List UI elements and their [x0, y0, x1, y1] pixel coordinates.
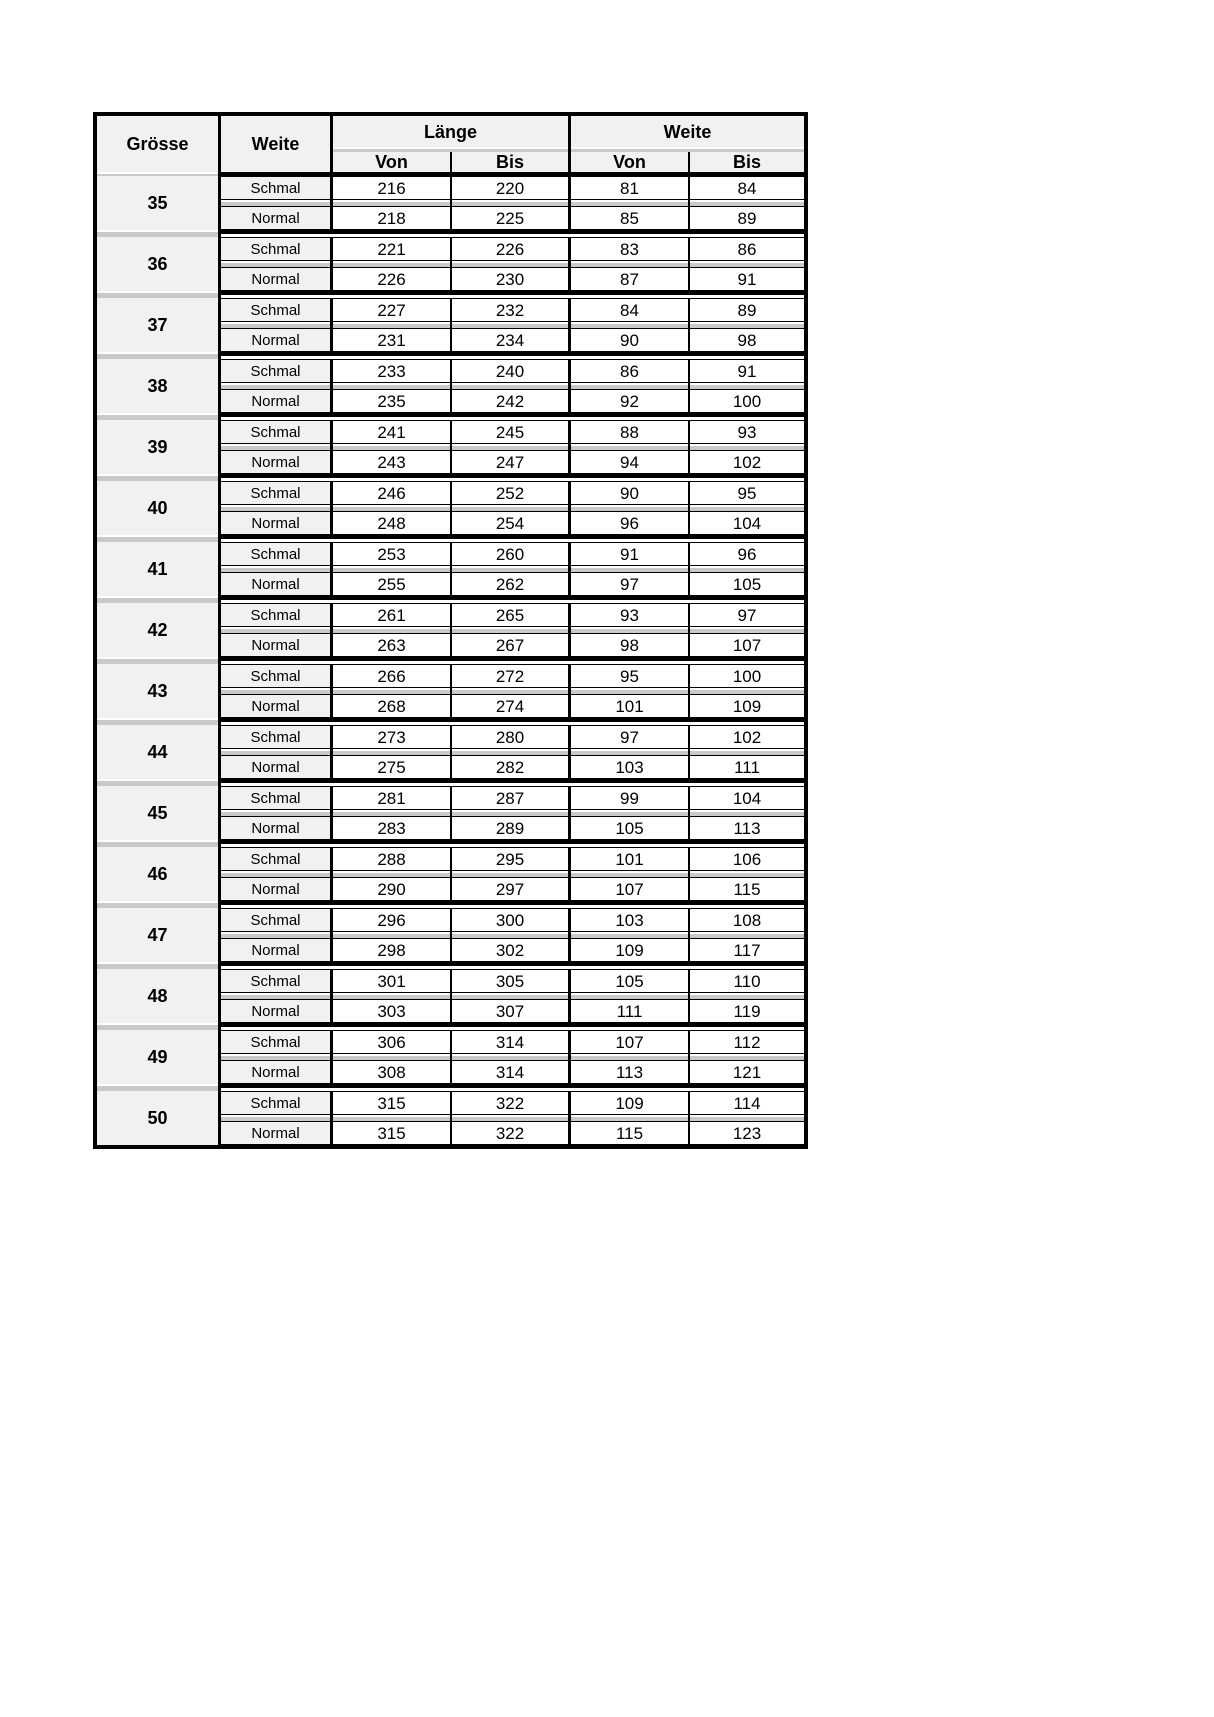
weite-bis-cell: 102 — [688, 450, 804, 474]
weite-von-cell: 91 — [568, 542, 688, 566]
row-separator — [688, 383, 804, 389]
row-separator — [568, 1115, 688, 1121]
row-separator — [218, 993, 330, 999]
laenge-bis-cell: 225 — [450, 206, 568, 230]
row-separator — [330, 1115, 450, 1121]
laenge-von-cell: 233 — [330, 359, 450, 383]
laenge-von-cell: 241 — [330, 420, 450, 444]
weite-bis-cell: 97 — [688, 603, 804, 627]
row-separator — [218, 566, 330, 572]
weite-von-cell: 96 — [568, 511, 688, 535]
laenge-bis-cell: 234 — [450, 328, 568, 352]
weite-von-cell: 97 — [568, 725, 688, 749]
weite-bis-cell: 86 — [688, 237, 804, 261]
laenge-von-cell: 315 — [330, 1091, 450, 1115]
groesse-cell: 36 — [97, 237, 218, 291]
weite-label-cell: Schmal — [218, 176, 330, 200]
laenge-von-cell: 253 — [330, 542, 450, 566]
row-separator — [330, 688, 450, 694]
row-separator — [568, 688, 688, 694]
weite-von-cell: 105 — [568, 816, 688, 840]
row-separator — [688, 627, 804, 633]
row-separator — [330, 261, 450, 267]
weite-bis-cell: 96 — [688, 542, 804, 566]
weite-bis-cell: 117 — [688, 938, 804, 962]
row-separator — [568, 200, 688, 206]
weite-von-cell: 98 — [568, 633, 688, 657]
row-separator — [450, 1115, 568, 1121]
weite-label-cell: Schmal — [218, 786, 330, 810]
row-separator — [688, 871, 804, 877]
laenge-bis-cell: 314 — [450, 1060, 568, 1084]
laenge-bis-cell: 242 — [450, 389, 568, 413]
weite-bis-cell: 107 — [688, 633, 804, 657]
laenge-bis-cell: 240 — [450, 359, 568, 383]
row-separator — [330, 932, 450, 938]
groesse-cell: 41 — [97, 542, 218, 596]
group-divider — [218, 291, 804, 298]
group-separator — [97, 535, 218, 542]
laenge-bis-cell: 295 — [450, 847, 568, 871]
row-separator — [450, 993, 568, 999]
weite-bis-cell: 105 — [688, 572, 804, 596]
weite-bis-cell: 106 — [688, 847, 804, 871]
weite-von-cell: 92 — [568, 389, 688, 413]
row-separator — [218, 810, 330, 816]
laenge-von-cell: 298 — [330, 938, 450, 962]
row-separator — [688, 810, 804, 816]
group-header-weite: Weite — [568, 116, 804, 147]
laenge-bis-cell: 254 — [450, 511, 568, 535]
laenge-bis-cell: 307 — [450, 999, 568, 1023]
weite-bis-cell: 89 — [688, 206, 804, 230]
weite-von-cell: 115 — [568, 1121, 688, 1145]
weite-bis-cell: 89 — [688, 298, 804, 322]
laenge-von-cell: 263 — [330, 633, 450, 657]
groesse-cell: 44 — [97, 725, 218, 779]
laenge-von-cell: 301 — [330, 969, 450, 993]
weite-label-cell: Schmal — [218, 1030, 330, 1054]
group-divider — [218, 657, 804, 664]
row-separator — [568, 993, 688, 999]
laenge-bis-cell: 287 — [450, 786, 568, 810]
weite-label-cell: Normal — [218, 1060, 330, 1084]
row-separator — [568, 444, 688, 450]
group-divider — [218, 840, 804, 847]
groesse-cell: 35 — [97, 176, 218, 230]
weite-label-cell: Normal — [218, 999, 330, 1023]
row-separator — [450, 322, 568, 328]
row-separator — [450, 444, 568, 450]
laenge-von-cell: 315 — [330, 1121, 450, 1145]
row-separator — [450, 932, 568, 938]
weite-von-cell: 88 — [568, 420, 688, 444]
row-separator — [688, 1054, 804, 1060]
row-separator — [450, 810, 568, 816]
row-separator — [218, 383, 330, 389]
weite-label-cell: Schmal — [218, 298, 330, 322]
weite-label-cell: Normal — [218, 694, 330, 718]
row-separator — [688, 261, 804, 267]
laenge-bis-cell: 226 — [450, 237, 568, 261]
row-separator — [330, 871, 450, 877]
row-separator — [568, 383, 688, 389]
weite-von-cell: 101 — [568, 847, 688, 871]
laenge-von-cell: 227 — [330, 298, 450, 322]
weite-von-cell: 84 — [568, 298, 688, 322]
weite-bis-cell: 114 — [688, 1091, 804, 1115]
weite-bis-cell: 84 — [688, 176, 804, 200]
weite-von-cell: 111 — [568, 999, 688, 1023]
group-divider — [218, 230, 804, 237]
group-divider — [218, 474, 804, 481]
weite-label-cell: Normal — [218, 1121, 330, 1145]
row-separator — [568, 749, 688, 755]
weite-label-cell: Schmal — [218, 664, 330, 688]
weite-von-cell: 83 — [568, 237, 688, 261]
laenge-bis-cell: 314 — [450, 1030, 568, 1054]
row-separator — [330, 810, 450, 816]
weite-von-cell: 81 — [568, 176, 688, 200]
weite-von-cell: 94 — [568, 450, 688, 474]
row-separator — [330, 1054, 450, 1060]
weite-bis-cell: 91 — [688, 359, 804, 383]
group-divider — [218, 779, 804, 786]
weite-label-cell: Normal — [218, 267, 330, 291]
row-separator — [450, 749, 568, 755]
weite-bis-cell: 112 — [688, 1030, 804, 1054]
weite-label-cell: Schmal — [218, 1091, 330, 1115]
group-divider — [218, 1084, 804, 1091]
weite-von-cell: 95 — [568, 664, 688, 688]
laenge-von-cell: 268 — [330, 694, 450, 718]
group-divider — [218, 413, 804, 420]
row-separator — [568, 322, 688, 328]
weite-label-cell: Normal — [218, 816, 330, 840]
row-separator — [688, 200, 804, 206]
weite-label-cell: Schmal — [218, 359, 330, 383]
group-separator — [97, 840, 218, 847]
laenge-von-cell: 306 — [330, 1030, 450, 1054]
laenge-bis-cell: 289 — [450, 816, 568, 840]
laenge-bis-cell: 300 — [450, 908, 568, 932]
weite-label-cell: Normal — [218, 389, 330, 413]
group-divider — [218, 718, 804, 725]
weite-bis-cell: 95 — [688, 481, 804, 505]
row-separator — [450, 1054, 568, 1060]
laenge-bis-cell: 260 — [450, 542, 568, 566]
weite-bis-cell: 91 — [688, 267, 804, 291]
weite-label-cell: Schmal — [218, 420, 330, 444]
row-separator — [330, 444, 450, 450]
group-separator — [97, 718, 218, 725]
weite-bis-cell: 104 — [688, 786, 804, 810]
weite-bis-cell: 115 — [688, 877, 804, 901]
laenge-von-cell: 296 — [330, 908, 450, 932]
row-separator — [218, 1054, 330, 1060]
weite-bis-cell: 111 — [688, 755, 804, 779]
subheader-laenge-bis: Bis — [450, 152, 568, 172]
laenge-bis-cell: 245 — [450, 420, 568, 444]
laenge-bis-cell: 280 — [450, 725, 568, 749]
weite-label-cell: Schmal — [218, 481, 330, 505]
groesse-cell: 48 — [97, 969, 218, 1023]
subheader-laenge-von: Von — [330, 152, 450, 172]
group-separator — [97, 413, 218, 420]
groesse-cell: 37 — [97, 298, 218, 352]
laenge-bis-cell: 297 — [450, 877, 568, 901]
laenge-von-cell: 290 — [330, 877, 450, 901]
group-separator — [97, 962, 218, 969]
weite-von-cell: 93 — [568, 603, 688, 627]
row-separator — [688, 444, 804, 450]
weite-von-cell: 86 — [568, 359, 688, 383]
weite-bis-cell: 100 — [688, 664, 804, 688]
weite-label-cell: Normal — [218, 206, 330, 230]
row-separator — [450, 566, 568, 572]
row-separator — [568, 627, 688, 633]
groesse-cell: 38 — [97, 359, 218, 413]
laenge-von-cell: 235 — [330, 389, 450, 413]
row-separator — [218, 871, 330, 877]
groesse-cell: 43 — [97, 664, 218, 718]
groesse-cell: 40 — [97, 481, 218, 535]
weite-von-cell: 103 — [568, 908, 688, 932]
laenge-von-cell: 231 — [330, 328, 450, 352]
row-separator — [330, 505, 450, 511]
row-separator — [688, 993, 804, 999]
weite-von-cell: 103 — [568, 755, 688, 779]
row-separator — [330, 566, 450, 572]
row-separator — [450, 871, 568, 877]
laenge-von-cell: 261 — [330, 603, 450, 627]
group-divider — [218, 901, 804, 908]
weite-bis-cell: 119 — [688, 999, 804, 1023]
groesse-cell: 42 — [97, 603, 218, 657]
weite-bis-cell: 113 — [688, 816, 804, 840]
laenge-bis-cell: 232 — [450, 298, 568, 322]
laenge-von-cell: 283 — [330, 816, 450, 840]
group-divider — [218, 352, 804, 359]
weite-von-cell: 90 — [568, 481, 688, 505]
row-separator — [330, 749, 450, 755]
weite-von-cell: 113 — [568, 1060, 688, 1084]
row-separator — [330, 627, 450, 633]
laenge-von-cell: 246 — [330, 481, 450, 505]
group-separator — [97, 1023, 218, 1030]
weite-bis-cell: 123 — [688, 1121, 804, 1145]
row-separator — [450, 505, 568, 511]
weite-von-cell: 109 — [568, 1091, 688, 1115]
row-separator — [568, 871, 688, 877]
row-separator — [450, 200, 568, 206]
weite-label-cell: Schmal — [218, 847, 330, 871]
row-separator — [330, 993, 450, 999]
weite-label-cell: Schmal — [218, 603, 330, 627]
weite-label-cell: Schmal — [218, 969, 330, 993]
row-separator — [688, 749, 804, 755]
row-separator — [218, 322, 330, 328]
weite-bis-cell: 102 — [688, 725, 804, 749]
weite-von-cell: 101 — [568, 694, 688, 718]
weite-von-cell: 99 — [568, 786, 688, 810]
laenge-von-cell: 221 — [330, 237, 450, 261]
weite-label-cell: Normal — [218, 572, 330, 596]
laenge-von-cell: 303 — [330, 999, 450, 1023]
laenge-von-cell: 273 — [330, 725, 450, 749]
weite-von-cell: 97 — [568, 572, 688, 596]
weite-bis-cell: 98 — [688, 328, 804, 352]
laenge-von-cell: 275 — [330, 755, 450, 779]
group-separator — [97, 474, 218, 481]
laenge-bis-cell: 230 — [450, 267, 568, 291]
group-separator — [97, 657, 218, 664]
weite-von-cell: 105 — [568, 969, 688, 993]
row-separator — [218, 444, 330, 450]
row-separator — [568, 932, 688, 938]
row-separator — [450, 688, 568, 694]
group-separator — [97, 779, 218, 786]
laenge-von-cell: 218 — [330, 206, 450, 230]
weite-bis-cell: 121 — [688, 1060, 804, 1084]
weite-label-cell: Normal — [218, 877, 330, 901]
laenge-bis-cell: 305 — [450, 969, 568, 993]
row-separator — [218, 932, 330, 938]
laenge-von-cell: 281 — [330, 786, 450, 810]
group-header-laenge: Länge — [330, 116, 568, 147]
row-separator — [688, 322, 804, 328]
group-divider — [218, 535, 804, 542]
weite-label-cell: Normal — [218, 633, 330, 657]
row-separator — [568, 566, 688, 572]
row-separator — [450, 627, 568, 633]
laenge-bis-cell: 282 — [450, 755, 568, 779]
weite-von-cell: 90 — [568, 328, 688, 352]
laenge-bis-cell: 322 — [450, 1121, 568, 1145]
weite-bis-cell: 109 — [688, 694, 804, 718]
laenge-von-cell: 266 — [330, 664, 450, 688]
laenge-bis-cell: 322 — [450, 1091, 568, 1115]
row-separator — [450, 261, 568, 267]
laenge-bis-cell: 302 — [450, 938, 568, 962]
laenge-von-cell: 216 — [330, 176, 450, 200]
row-separator — [688, 505, 804, 511]
row-separator — [330, 200, 450, 206]
weite-label-cell: Normal — [218, 938, 330, 962]
laenge-bis-cell: 272 — [450, 664, 568, 688]
subheader-weite-bis: Bis — [688, 152, 804, 172]
groesse-cell: 47 — [97, 908, 218, 962]
weite-label-cell: Schmal — [218, 908, 330, 932]
group-divider — [218, 596, 804, 603]
row-separator — [330, 322, 450, 328]
weite-label-cell: Normal — [218, 328, 330, 352]
laenge-bis-cell: 247 — [450, 450, 568, 474]
weite-label-cell: Schmal — [218, 725, 330, 749]
group-separator — [97, 901, 218, 908]
row-separator — [218, 688, 330, 694]
group-separator — [97, 1084, 218, 1091]
weite-von-cell: 107 — [568, 877, 688, 901]
laenge-bis-cell: 265 — [450, 603, 568, 627]
weite-label-cell: Schmal — [218, 237, 330, 261]
weite-label-cell: Normal — [218, 755, 330, 779]
row-separator — [568, 1054, 688, 1060]
group-divider — [218, 962, 804, 969]
row-separator — [568, 261, 688, 267]
laenge-von-cell: 255 — [330, 572, 450, 596]
laenge-von-cell: 226 — [330, 267, 450, 291]
weite-bis-cell: 110 — [688, 969, 804, 993]
laenge-von-cell: 243 — [330, 450, 450, 474]
group-divider — [218, 1023, 804, 1030]
row-separator — [688, 932, 804, 938]
group-separator — [97, 291, 218, 298]
column-header-weite: Weite — [218, 116, 330, 172]
row-separator — [688, 566, 804, 572]
laenge-von-cell: 308 — [330, 1060, 450, 1084]
laenge-bis-cell: 252 — [450, 481, 568, 505]
row-separator — [218, 1115, 330, 1121]
weite-von-cell: 109 — [568, 938, 688, 962]
groesse-cell: 39 — [97, 420, 218, 474]
row-separator — [450, 383, 568, 389]
weite-von-cell: 85 — [568, 206, 688, 230]
weite-label-cell: Normal — [218, 511, 330, 535]
row-separator — [218, 749, 330, 755]
weite-bis-cell: 108 — [688, 908, 804, 932]
row-separator — [218, 200, 330, 206]
groesse-cell: 46 — [97, 847, 218, 901]
weite-bis-cell: 93 — [688, 420, 804, 444]
weite-bis-cell: 100 — [688, 389, 804, 413]
laenge-bis-cell: 274 — [450, 694, 568, 718]
row-separator — [568, 810, 688, 816]
weite-bis-cell: 104 — [688, 511, 804, 535]
laenge-von-cell: 248 — [330, 511, 450, 535]
laenge-von-cell: 288 — [330, 847, 450, 871]
weite-label-cell: Schmal — [218, 542, 330, 566]
column-header-groesse: Grösse — [97, 116, 218, 172]
row-separator — [568, 505, 688, 511]
row-separator — [218, 505, 330, 511]
row-separator — [688, 1115, 804, 1121]
group-separator — [97, 352, 218, 359]
weite-label-cell: Normal — [218, 450, 330, 474]
row-separator — [218, 627, 330, 633]
row-separator — [688, 688, 804, 694]
size-table — [93, 112, 808, 1149]
group-separator — [97, 230, 218, 237]
row-separator — [218, 261, 330, 267]
row-separator — [330, 383, 450, 389]
weite-von-cell: 107 — [568, 1030, 688, 1054]
laenge-bis-cell: 262 — [450, 572, 568, 596]
groesse-cell: 49 — [97, 1030, 218, 1084]
laenge-bis-cell: 267 — [450, 633, 568, 657]
groesse-cell: 50 — [97, 1091, 218, 1145]
group-separator — [97, 596, 218, 603]
laenge-bis-cell: 220 — [450, 176, 568, 200]
subheader-weite-von: Von — [568, 152, 688, 172]
weite-von-cell: 87 — [568, 267, 688, 291]
groesse-cell: 45 — [97, 786, 218, 840]
